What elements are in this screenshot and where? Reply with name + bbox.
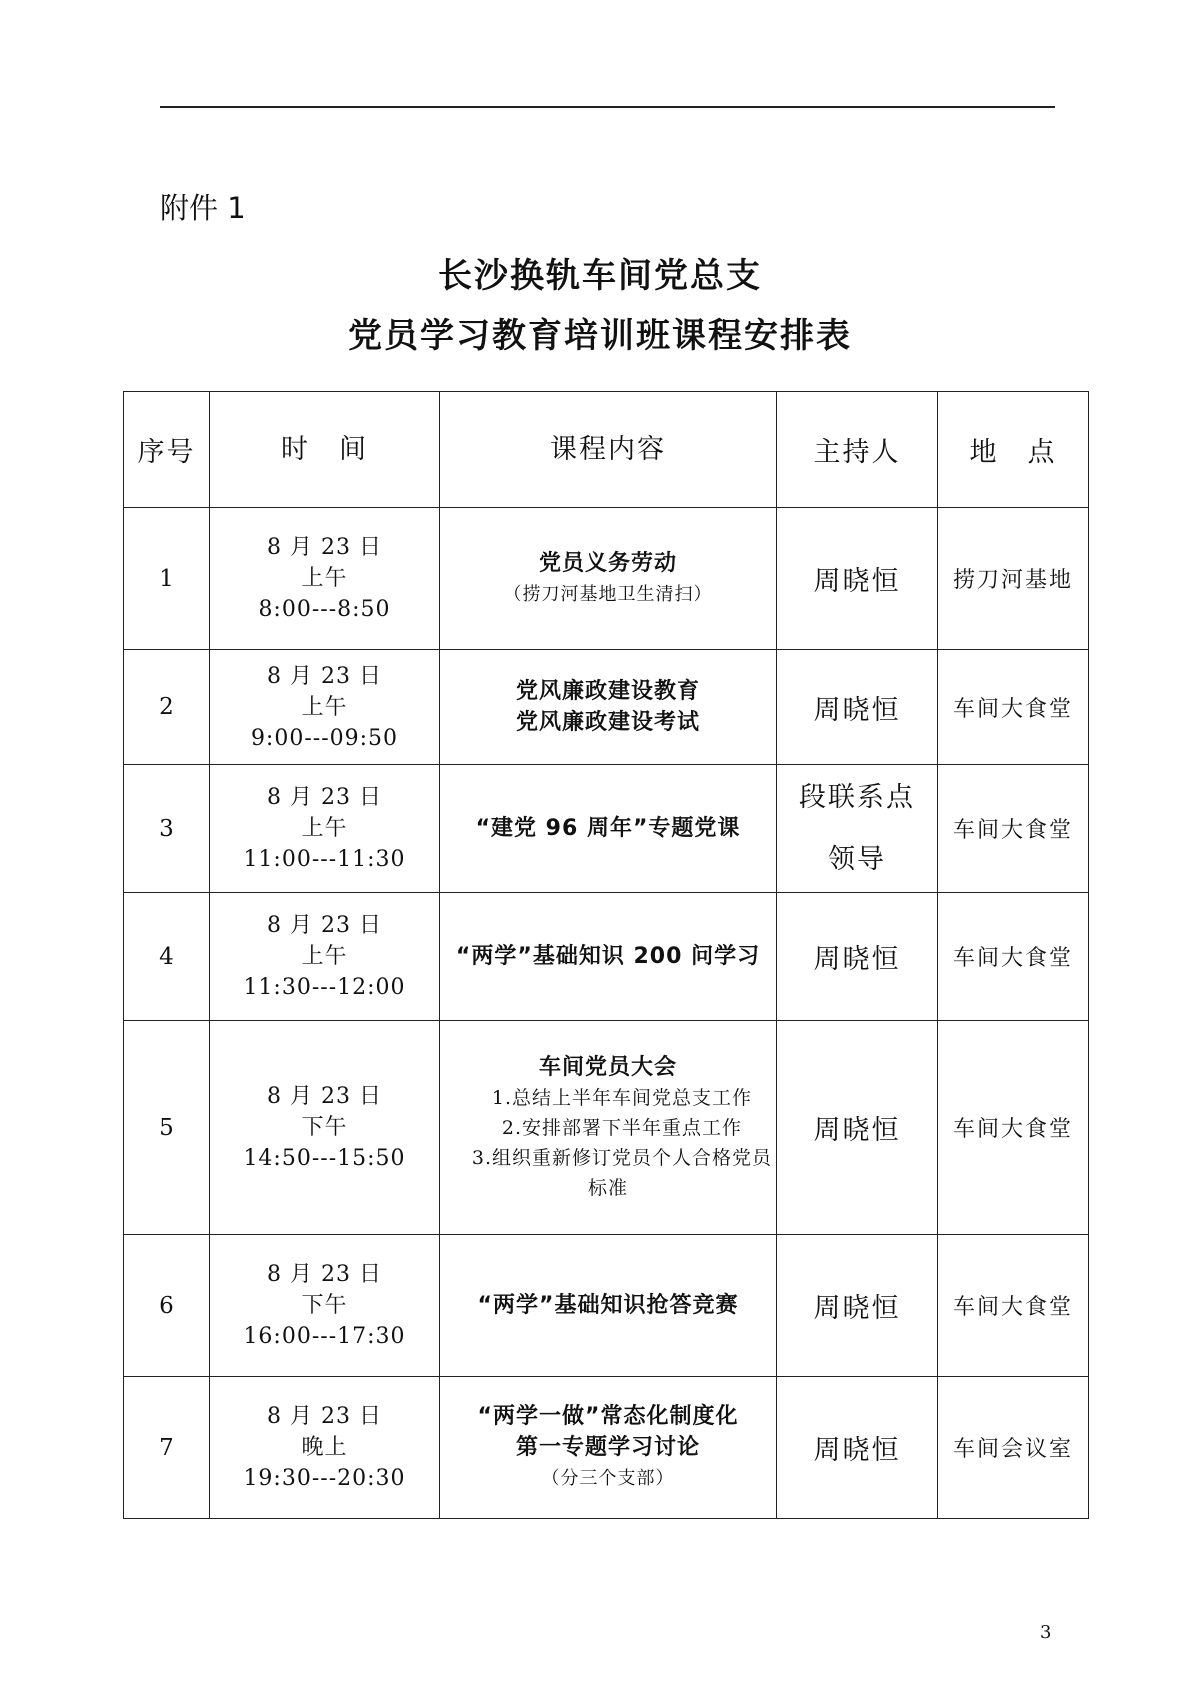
column-header-host: 主持人 [777, 392, 938, 508]
course-note: （分三个支部） [541, 1468, 675, 1489]
time-range: 19:30---20:30 [243, 1466, 406, 1491]
time-range: 16:00---17:30 [243, 1324, 406, 1349]
host-cell: 周晓恒 [777, 1235, 938, 1377]
place-cell: 车间大食堂 [938, 650, 1089, 765]
row-number: 3 [124, 765, 210, 893]
time-cell [210, 508, 440, 650]
host-line: 段联系点 [799, 781, 915, 813]
course-line: 第一专题学习讨论 [515, 1435, 700, 1460]
header-rule [160, 106, 1055, 108]
place-cell: 车间大食堂 [938, 893, 1089, 1021]
course-title: “两学”基础知识 200 问学习 [455, 944, 761, 969]
page-number: 3 [1040, 1622, 1052, 1643]
attachment-label: 附件 1 [160, 191, 246, 225]
row-number: 4 [124, 893, 210, 1021]
schedule-table [123, 391, 1089, 1519]
date: 8 月 23 日 [267, 1084, 382, 1109]
agenda-item: 2.安排部署下半年重点工作 [501, 1116, 743, 1139]
table-row [124, 650, 1089, 765]
row-number: 7 [124, 1377, 210, 1519]
host-cell: 周晓恒 [777, 508, 938, 650]
time-cell [210, 893, 440, 1021]
table-row [124, 893, 1089, 1021]
course-line: 党风廉政建设教育 [515, 679, 700, 704]
host-cell: 周晓恒 [777, 893, 938, 1021]
time-cell [210, 1377, 440, 1519]
row-number: 2 [124, 650, 210, 765]
host-line: 领导 [828, 843, 886, 875]
course-title: “两学”基础知识抢答竞赛 [477, 1293, 739, 1318]
course-line: 党风廉政建设考试 [515, 710, 700, 735]
period: 上午 [301, 566, 348, 591]
course-cell [440, 1235, 777, 1377]
column-header-course: 课程内容 [440, 392, 777, 508]
time-range: 11:00---11:30 [243, 847, 406, 872]
place-cell: 车间大食堂 [938, 765, 1089, 893]
course-cell [440, 765, 777, 893]
table-row [124, 1021, 1089, 1235]
place-cell: 车间大食堂 [938, 1021, 1089, 1235]
course-cell [440, 1377, 777, 1519]
course-line: “两学一做”常态化制度化 [477, 1404, 739, 1429]
course-cell [440, 650, 777, 765]
place-cell: 车间会议室 [938, 1377, 1089, 1519]
document-title: 长沙换轨车间党总支 [438, 256, 762, 296]
time-cell [210, 1021, 440, 1235]
column-header-number: 序号 [124, 392, 210, 508]
period: 上午 [301, 816, 348, 841]
time-cell [210, 650, 440, 765]
time-range: 9:00---09:50 [250, 725, 399, 751]
document-subtitle: 党员学习教育培训班课程安排表 [348, 316, 852, 356]
place-cell: 捞刀河基地 [938, 508, 1089, 650]
column-header-time: 时 间 [210, 392, 440, 508]
host-cell: 周晓恒 [777, 1377, 938, 1519]
host-cell [777, 765, 938, 893]
table-row [124, 1235, 1089, 1377]
row-number: 1 [124, 508, 210, 650]
table-header-row [124, 392, 1089, 508]
time-range: 11:30---12:00 [243, 975, 406, 1000]
date: 8 月 23 日 [267, 535, 382, 560]
course-title: “建党 96 周年”专题党课 [475, 816, 741, 841]
period: 晚上 [301, 1435, 348, 1460]
time-range: 8:00---8:50 [258, 597, 391, 622]
column-header-place: 地 点 [938, 392, 1089, 508]
course-cell [440, 893, 777, 1021]
time-cell [210, 765, 440, 893]
agenda-item: 1.总结上半年车间党总支工作 [491, 1086, 753, 1109]
host-cell: 周晓恒 [777, 650, 938, 765]
period: 上午 [301, 944, 348, 969]
row-number: 5 [124, 1021, 210, 1235]
course-cell [440, 508, 777, 650]
date: 8 月 23 日 [267, 913, 382, 938]
row-number: 6 [124, 1235, 210, 1377]
host-cell: 周晓恒 [777, 1021, 938, 1235]
date: 8 月 23 日 [267, 1404, 382, 1429]
time-cell [210, 1235, 440, 1377]
period: 下午 [301, 1115, 348, 1140]
period: 上午 [301, 694, 348, 720]
period: 下午 [301, 1293, 348, 1318]
date: 8 月 23 日 [267, 663, 382, 689]
table-row [124, 1377, 1089, 1519]
agenda-item: 3.组织重新修订党员个人合格党员标准 [471, 1146, 773, 1199]
course-title: 党员义务劳动 [538, 550, 677, 576]
date: 8 月 23 日 [267, 785, 382, 810]
table-row [124, 765, 1089, 893]
course-cell [440, 1021, 777, 1235]
course-note: （捞刀河基地卫生清扫） [503, 583, 713, 605]
table-row [124, 508, 1089, 650]
place-cell: 车间大食堂 [938, 1235, 1089, 1377]
course-title: 车间党员大会 [538, 1054, 677, 1080]
date: 8 月 23 日 [267, 1262, 382, 1287]
time-range: 14:50---15:50 [243, 1146, 406, 1171]
